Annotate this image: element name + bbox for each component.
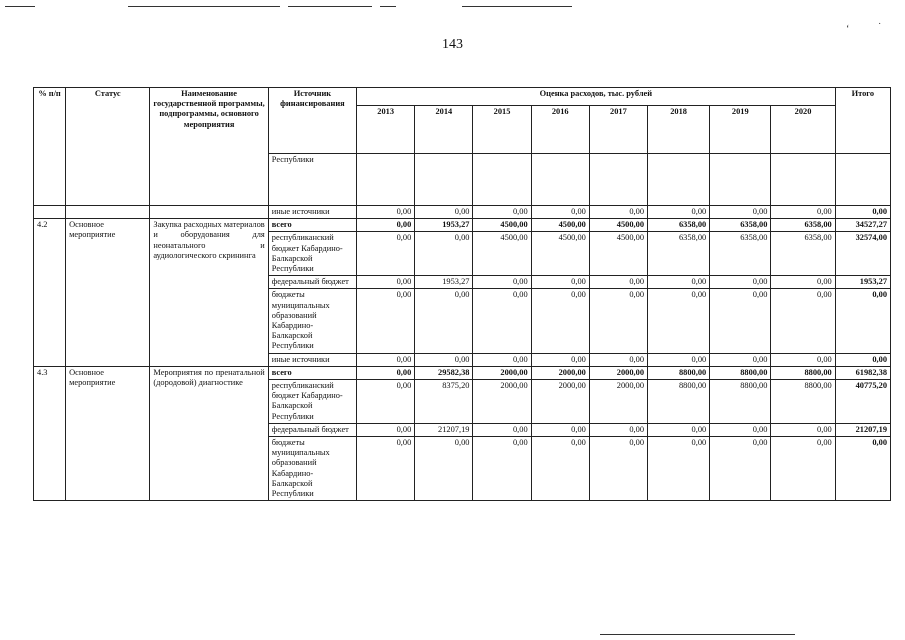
- value-cell: 0,00: [531, 206, 589, 219]
- header-num: % п/п: [34, 88, 66, 206]
- value-cell: 0,00: [415, 437, 473, 501]
- source-cell: республиканский бюджет Кабардино-Балкарской Республики: [268, 232, 356, 276]
- value-cell: 0,00: [648, 206, 710, 219]
- value-cell: 4500,00: [531, 232, 589, 276]
- value-cell: 0,00: [648, 423, 710, 436]
- value-cell: 0,00: [589, 206, 647, 219]
- total-cell: 34527,27: [835, 219, 890, 232]
- value-cell: 0,00: [415, 206, 473, 219]
- source-cell: республиканский бюджет Кабардино-Балкарской Республики: [268, 380, 356, 424]
- source-cell: Республики: [268, 154, 356, 206]
- value-cell: 0,00: [710, 353, 771, 366]
- value-cell: 0,00: [473, 437, 531, 501]
- value-cell: 0,00: [473, 423, 531, 436]
- value-cell: 0,00: [357, 289, 415, 353]
- value-cell: 0,00: [415, 232, 473, 276]
- value-cell: 6358,00: [648, 219, 710, 232]
- source-cell: иные источники: [268, 206, 356, 219]
- source-cell: иные источники: [268, 353, 356, 366]
- measure-name: Мероприятия по пренатальной (дородовой) диагностике: [150, 366, 268, 500]
- value-cell: 0,00: [415, 289, 473, 353]
- value-cell: 0,00: [589, 276, 647, 289]
- value-cell: 0,00: [589, 289, 647, 353]
- scan-artifact-line: [5, 6, 35, 7]
- value-cell: 0,00: [710, 423, 771, 436]
- value-cell: 0,00: [589, 353, 647, 366]
- header-source: Источник финансирования: [268, 88, 356, 154]
- value-cell: 0,00: [357, 366, 415, 379]
- header-year: 2018: [648, 106, 710, 154]
- value-cell: 0,00: [648, 276, 710, 289]
- value-cell: 6358,00: [771, 219, 835, 232]
- value-cell: 0,00: [710, 289, 771, 353]
- value-cell: 8375,20: [415, 380, 473, 424]
- value-cell: 8800,00: [710, 380, 771, 424]
- table-body: [34, 206, 891, 501]
- value-cell: 0,00: [357, 423, 415, 436]
- table-row: [34, 366, 891, 379]
- value-cell: 0,00: [357, 232, 415, 276]
- value-cell: 0,00: [531, 423, 589, 436]
- value-cell: 8800,00: [710, 366, 771, 379]
- value-cell: 6358,00: [710, 232, 771, 276]
- value-cell: 0,00: [771, 423, 835, 436]
- value-cell: 0,00: [648, 437, 710, 501]
- scan-artifact-line: [380, 6, 396, 7]
- value-cell: 4500,00: [473, 232, 531, 276]
- source-cell: всего: [268, 219, 356, 232]
- total-cell: 1953,27: [835, 276, 890, 289]
- source-cell: всего: [268, 366, 356, 379]
- value-cell: 0,00: [531, 353, 589, 366]
- total-cell: 21207,19: [835, 423, 890, 436]
- value-cell: 0,00: [357, 353, 415, 366]
- header-year: 2013: [357, 106, 415, 154]
- value-cell: 0,00: [357, 276, 415, 289]
- value-cell: 2000,00: [473, 366, 531, 379]
- value-cell: 0,00: [473, 206, 531, 219]
- row-number: 4.3: [34, 366, 66, 500]
- value-cell: 0,00: [473, 289, 531, 353]
- page-number: 143: [442, 37, 463, 52]
- value-cell: 0,00: [771, 353, 835, 366]
- measure-name: Закупка расходных материалов и оборудования для неонатального и аудиологического скрининга: [150, 219, 268, 367]
- value-cell: 0,00: [357, 219, 415, 232]
- value-cell: 8800,00: [648, 366, 710, 379]
- value-cell: 2000,00: [589, 366, 647, 379]
- value-cell: 2000,00: [589, 380, 647, 424]
- value-cell: 0,00: [771, 276, 835, 289]
- budget-table: [33, 87, 891, 501]
- total-cell: 0,00: [835, 437, 890, 501]
- value-cell: 0,00: [531, 276, 589, 289]
- status-cell: Основное мероприятие: [66, 219, 150, 367]
- table-row: [34, 219, 891, 232]
- value-cell: 0,00: [357, 206, 415, 219]
- value-cell: 0,00: [473, 276, 531, 289]
- header-year: 2019: [710, 106, 771, 154]
- header-year: 2016: [531, 106, 589, 154]
- value-cell: 0,00: [710, 437, 771, 501]
- header-status: Статус: [66, 88, 150, 206]
- scan-artifact-line: [288, 6, 372, 7]
- scan-artifact-line: [600, 634, 795, 635]
- header-total: Итого: [835, 88, 890, 154]
- scan-speck: ˙: [878, 22, 882, 33]
- value-cell: 21207,19: [415, 423, 473, 436]
- value-cell: 6358,00: [771, 232, 835, 276]
- value-cell: 0,00: [589, 423, 647, 436]
- value-cell: 4500,00: [589, 232, 647, 276]
- scan-artifact-line: [128, 6, 280, 7]
- total-cell: 0,00: [835, 289, 890, 353]
- value-cell: 0,00: [648, 353, 710, 366]
- value-cell: 1953,27: [415, 219, 473, 232]
- value-cell: 0,00: [710, 206, 771, 219]
- value-cell: 6358,00: [710, 219, 771, 232]
- value-cell: 4500,00: [531, 219, 589, 232]
- value-cell: 0,00: [771, 437, 835, 501]
- value-cell: 2000,00: [531, 366, 589, 379]
- value-cell: 0,00: [648, 289, 710, 353]
- source-cell: федеральный бюджет: [268, 276, 356, 289]
- row-number: 4.2: [34, 219, 66, 367]
- value-cell: 8800,00: [771, 380, 835, 424]
- value-cell: 0,00: [415, 353, 473, 366]
- value-cell: 6358,00: [648, 232, 710, 276]
- value-cell: 0,00: [531, 437, 589, 501]
- total-cell: 61982,38: [835, 366, 890, 379]
- value-cell: 1953,27: [415, 276, 473, 289]
- value-cell: 4500,00: [589, 219, 647, 232]
- total-cell: 32574,00: [835, 232, 890, 276]
- source-cell: бюджеты муниципальных образований Кабардино-Балкарской Республики: [268, 289, 356, 353]
- table-row: [34, 206, 891, 219]
- header-year: 2014: [415, 106, 473, 154]
- scan-artifact-line: [462, 6, 572, 7]
- value-cell: 0,00: [710, 276, 771, 289]
- value-cell: 0,00: [589, 437, 647, 501]
- total-cell: 0,00: [835, 353, 890, 366]
- source-cell: федеральный бюджет: [268, 423, 356, 436]
- value-cell: 0,00: [473, 353, 531, 366]
- value-cell: 0,00: [771, 206, 835, 219]
- total-cell: 0,00: [835, 206, 890, 219]
- value-cell: 0,00: [357, 437, 415, 501]
- header-year: 2017: [589, 106, 647, 154]
- value-cell: 0,00: [771, 289, 835, 353]
- value-cell: 4500,00: [473, 219, 531, 232]
- value-cell: 0,00: [531, 289, 589, 353]
- value-cell: 0,00: [357, 380, 415, 424]
- source-cell: бюджеты муниципальных образований Кабардино-Балкарской Республики: [268, 437, 356, 501]
- value-cell: 29582,38: [415, 366, 473, 379]
- header-name: Наименование государственной программы, подпрограммы, основного мероприятия: [150, 88, 268, 206]
- status-cell: Основное мероприятие: [66, 366, 150, 500]
- header-year: 2020: [771, 106, 835, 154]
- total-cell: 40775,20: [835, 380, 890, 424]
- header-year: 2015: [473, 106, 531, 154]
- value-cell: 8800,00: [771, 366, 835, 379]
- header-estimate: Оценка расходов, тыс. рублей: [357, 88, 836, 106]
- scan-speck: ‘: [846, 24, 850, 35]
- value-cell: 8800,00: [648, 380, 710, 424]
- value-cell: 2000,00: [473, 380, 531, 424]
- value-cell: 2000,00: [531, 380, 589, 424]
